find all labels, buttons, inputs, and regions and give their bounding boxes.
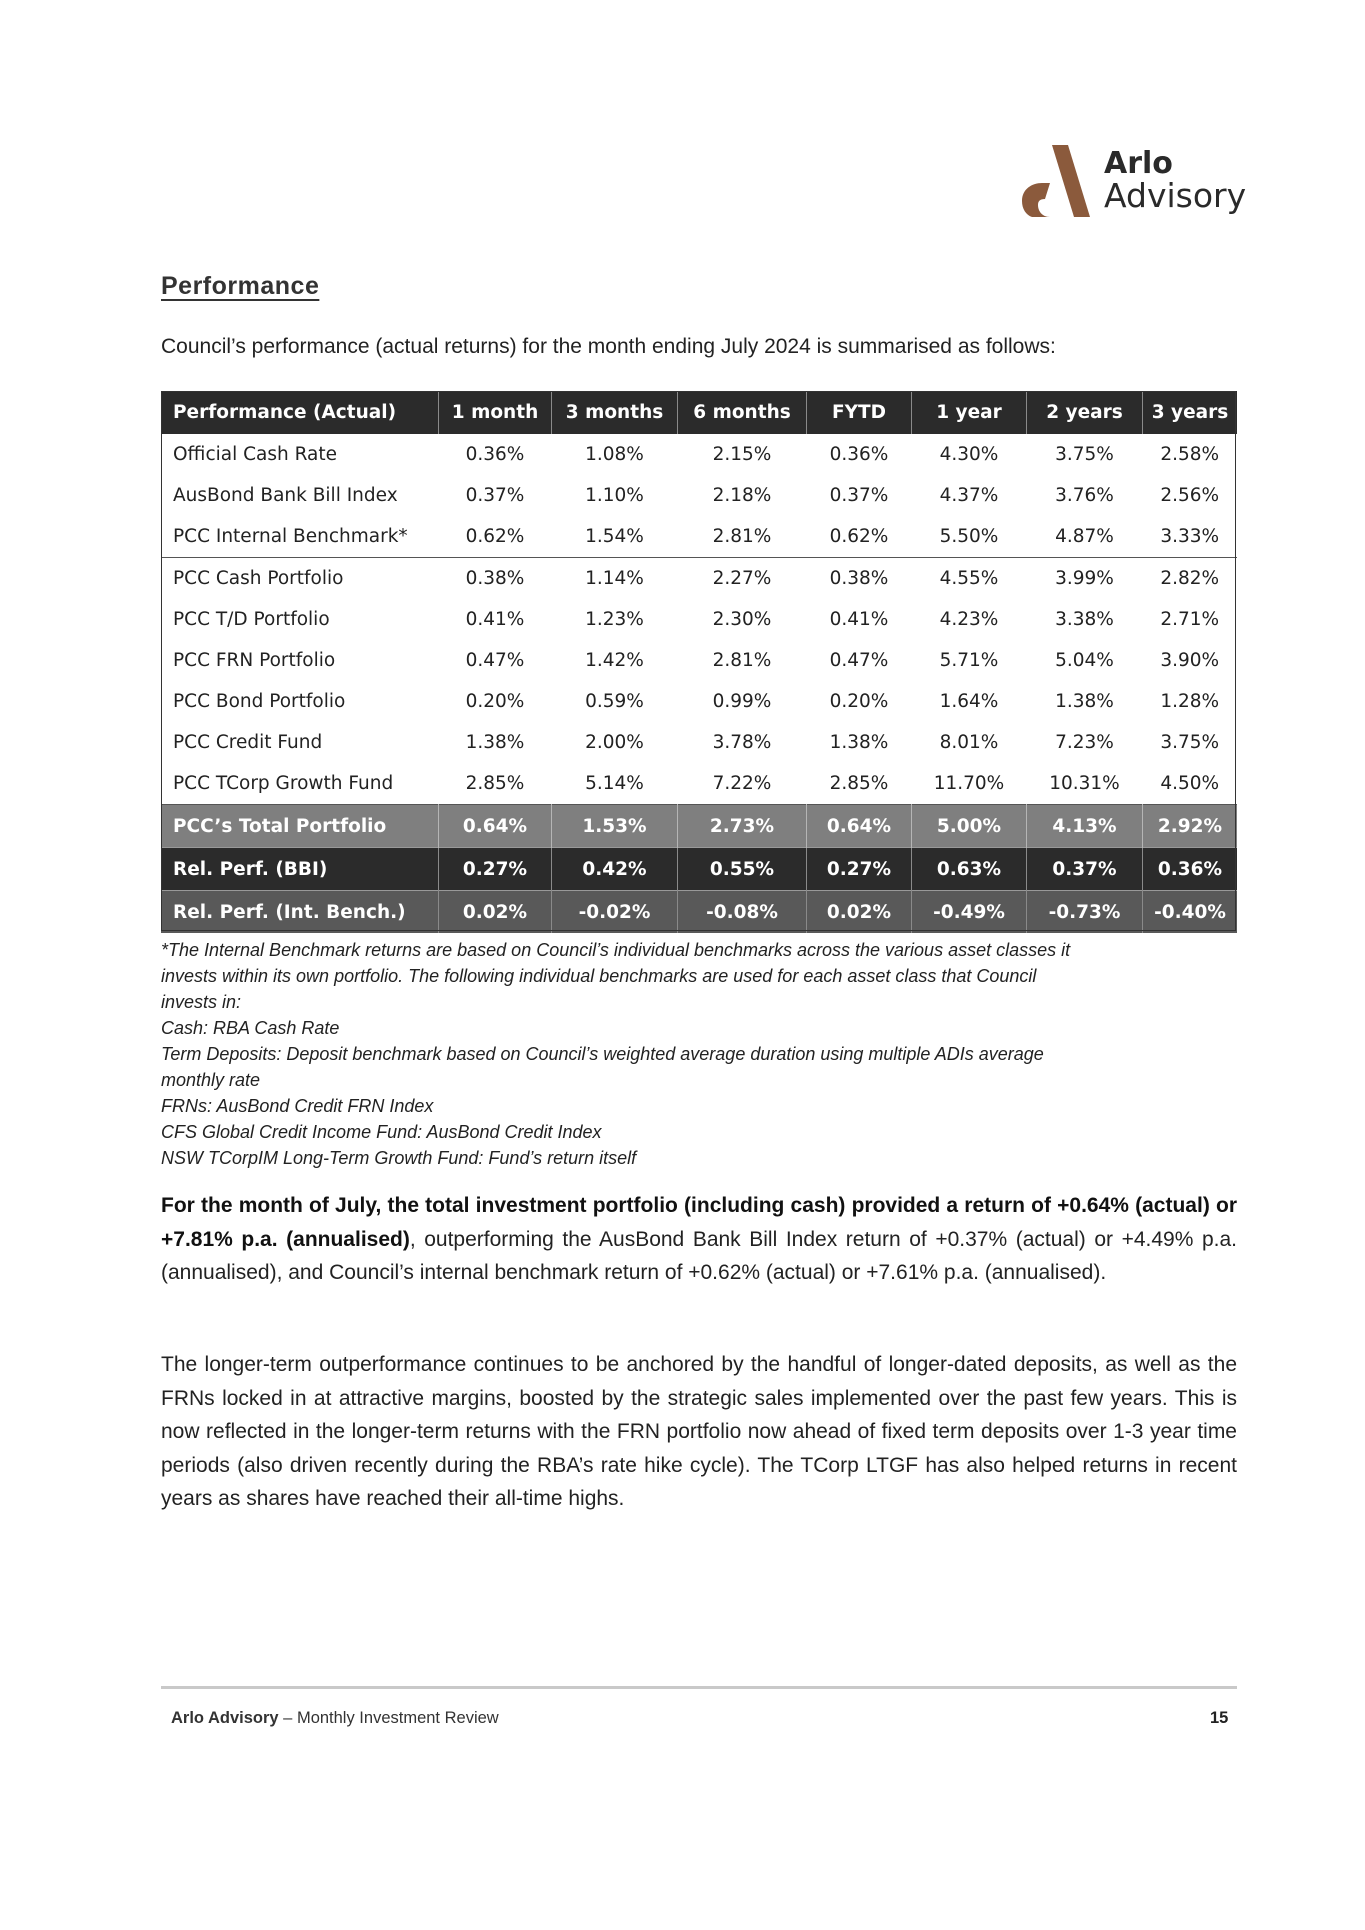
table-cell: 2.85% (829, 773, 889, 794)
table-cell: 1.10% (585, 485, 644, 506)
table-cell: 1.38% (1055, 691, 1114, 712)
table-cell: 0.36% (465, 444, 525, 465)
table-header-row (161, 391, 1237, 434)
row-label: AusBond Bank Bill Index (173, 485, 398, 506)
logo-word-advisory: Advisory (1104, 176, 1247, 215)
table-cell: 5.71% (939, 650, 999, 671)
table-cell: 0.37% (465, 485, 525, 506)
table-cell: 4.55% (939, 568, 999, 589)
table-cell: 3.38% (1055, 609, 1114, 630)
table-row (161, 516, 1237, 558)
table-cell: 0.62% (439, 516, 552, 558)
table-cell: 0.64% (439, 805, 552, 848)
table-cell: 3.90% (1160, 650, 1220, 671)
footer-brand: Arlo Advisory (171, 1709, 279, 1727)
table-cell: 2.71% (1160, 609, 1220, 630)
table-cell: 0.27% (439, 848, 552, 891)
table-cell: 1.64% (939, 691, 999, 712)
table-cell: 5.04% (1055, 650, 1114, 671)
table-cell: 0.47% (829, 650, 889, 671)
table-cell: 2.73% (678, 805, 807, 848)
table-cell: 1.14% (585, 568, 644, 589)
table-cell: -0.02% (552, 891, 678, 934)
table-cell: 2.27% (712, 568, 772, 589)
table-cell: 0.38% (465, 568, 525, 589)
note-line: invests within its own portfolio. The following individual benchmarks are used for each asset class that Council (161, 966, 1037, 986)
table-cell: 0.38% (829, 568, 889, 589)
note-line: *The Internal Benchmark returns are based on Council’s individual benchmarks across the various asset classes it (161, 940, 1071, 960)
note-line: Term Deposits: Deposit benchmark based on Council’s weighted average duration using multiple ADIs average (161, 1044, 1044, 1064)
table-cell: -0.49% (912, 891, 1027, 934)
table-cell: 3.75% (1055, 444, 1114, 465)
table-row (161, 722, 1237, 763)
table-cell: 2.92% (1143, 805, 1238, 848)
table-cell: 4.23% (939, 609, 999, 630)
table-row (161, 434, 1237, 475)
table-row (161, 558, 1237, 600)
table-cell: 2.30% (712, 609, 772, 630)
footer-title: Monthly Investment Review (296, 1709, 499, 1727)
table-cell: 0.59% (585, 691, 644, 712)
table-cell: 0.99% (712, 691, 772, 712)
row-label: Rel. Perf. (BBI) (161, 848, 439, 891)
table-cell: 1.08% (585, 444, 644, 465)
table-cell: 2.00% (585, 732, 644, 753)
table-row (161, 891, 1237, 934)
table-row (161, 848, 1237, 891)
table-cell: 0.41% (465, 609, 525, 630)
intro-text: Council’s performance (actual returns) for the month ending July 2024 is summarised as follows: (161, 335, 1056, 358)
table-cell: -0.40% (1143, 891, 1238, 934)
note-line: Cash: RBA Cash Rate (161, 1018, 340, 1038)
table-cell: 5.00% (912, 805, 1027, 848)
summary-paragraph (161, 1189, 1237, 1290)
footer-text (171, 1709, 499, 1728)
table-cell: 2.15% (712, 444, 772, 465)
table-cell: 1.42% (585, 650, 644, 671)
table-cell: 1.23% (585, 609, 644, 630)
table-cell: 1.54% (552, 516, 678, 558)
table-cell: 2.58% (1160, 444, 1220, 465)
row-label: PCC Cash Portfolio (173, 568, 344, 589)
table-cell: 0.20% (829, 691, 889, 712)
table-cell: 0.37% (829, 485, 889, 506)
row-label: Rel. Perf. (Int. Bench.) (161, 891, 439, 934)
table-row (161, 475, 1237, 516)
table-cell: 7.23% (1055, 732, 1114, 753)
table-cell: 0.47% (465, 650, 525, 671)
row-label: PCC Internal Benchmark* (161, 516, 439, 558)
row-label: PCC Bond Portfolio (173, 691, 346, 712)
table-cell: 4.30% (939, 444, 999, 465)
table-cell: 0.20% (465, 691, 525, 712)
col-header: FYTD (807, 391, 912, 434)
note-line: FRNs: AusBond Credit FRN Index (161, 1096, 434, 1116)
table-row (161, 681, 1237, 722)
summary-bold: For the month of July, the total investment portfolio (including cash) provided a return of +0.64% (actual) or +7.81% p.a. (annualised) (161, 1194, 1237, 1251)
row-label: PCC Credit Fund (173, 732, 323, 753)
table-cell: 0.62% (807, 516, 912, 558)
table-cell: 1.28% (1160, 691, 1220, 712)
table-cell: 11.70% (933, 773, 1005, 794)
table-row (161, 599, 1237, 640)
table-cell: 3.78% (712, 732, 772, 753)
table-row (161, 763, 1237, 805)
table-cell: 3.76% (1055, 485, 1114, 506)
col-header: 1 year (912, 391, 1027, 434)
section-heading: Performance (161, 272, 320, 300)
longer-term-paragraph: The longer-term outperformance continues to be anchored by the handful of longer-dated deposits, as well as the FRNs locked in at attractive margins, boosted by the strategic sales implemented over the past few years. This is now reflected in the longer-term returns with the FRN portfolio now ahead of fixed term deposits over 1-3 year time periods (also driven recently during the RBA’s rate hike cycle). The TCorp LTGF has also helped returns in recent years as shares have reached their all-time highs. (161, 1353, 1237, 1510)
arlo-advisory-logo (1020, 143, 1247, 221)
table-cell: 4.13% (1027, 805, 1143, 848)
table-cell: -0.08% (678, 891, 807, 934)
footer-separator: – (278, 1709, 297, 1727)
row-label: PCC’s Total Portfolio (161, 805, 439, 848)
note-line: NSW TCorpIM Long-Term Growth Fund: Fund’s return itself (161, 1148, 637, 1168)
table-cell: 1.38% (829, 732, 889, 753)
page-number: 15 (1210, 1709, 1229, 1727)
table-cell: 4.37% (939, 485, 999, 506)
table-cell: 0.63% (912, 848, 1027, 891)
table-cell: 4.50% (1160, 773, 1220, 794)
table-cell: 2.18% (712, 485, 772, 506)
footer-divider (161, 1686, 1237, 1689)
note-line: invests in: (161, 992, 242, 1012)
table-cell: 7.22% (712, 773, 772, 794)
table-cell: 0.42% (552, 848, 678, 891)
table-cell: 2.81% (712, 650, 772, 671)
table-cell: 3.33% (1143, 516, 1238, 558)
table-cell: 1.53% (552, 805, 678, 848)
logo-word-arlo: Arlo (1104, 146, 1173, 181)
table-cell: 1.38% (465, 732, 525, 753)
table-cell: 3.75% (1160, 732, 1220, 753)
table-cell: 0.55% (678, 848, 807, 891)
table-cell: 0.36% (1143, 848, 1238, 891)
table-cell: 0.64% (807, 805, 912, 848)
table-cell: 0.37% (1027, 848, 1143, 891)
table-cell: 8.01% (939, 732, 999, 753)
table-cell: -0.73% (1027, 891, 1143, 934)
table-cell: 0.41% (829, 609, 889, 630)
table-cell: 2.81% (678, 516, 807, 558)
row-label: PCC TCorp Growth Fund (173, 773, 394, 794)
table-cell: 0.36% (829, 444, 889, 465)
col-header: 2 years (1027, 391, 1143, 434)
performance-table (161, 391, 1237, 933)
col-header: 3 years (1143, 391, 1238, 434)
note-line: monthly rate (161, 1070, 261, 1090)
table-cell: 0.02% (439, 891, 552, 934)
col-header: 3 months (552, 391, 678, 434)
table-cell: 0.02% (807, 891, 912, 934)
table-cell: 2.85% (465, 773, 525, 794)
table-cell: 5.14% (585, 773, 644, 794)
table-cell: 4.87% (1027, 516, 1143, 558)
table-row (161, 805, 1237, 848)
table-cell: 2.56% (1160, 485, 1220, 506)
table-cell: 5.50% (912, 516, 1027, 558)
row-label: Official Cash Rate (173, 444, 338, 465)
summary-rest: , outperforming the AusBond Bank Bill Index return of +0.37% (actual) or +4.49% p.a. (annualised), and Council’s internal benchmark return of +0.62% (actual) or +7.61% p.a. (annualised). (161, 1227, 1237, 1284)
note-line: CFS Global Credit Income Fund: AusBond Credit Index (161, 1122, 602, 1142)
col-header: 1 month (439, 391, 552, 434)
col-header: Performance (Actual) (161, 391, 439, 434)
table-row (161, 640, 1237, 681)
col-header: 6 months (678, 391, 807, 434)
table-cell: 2.82% (1160, 568, 1220, 589)
table-cell: 3.99% (1055, 568, 1114, 589)
benchmark-notes (161, 937, 1241, 1171)
row-label: PCC FRN Portfolio (173, 650, 336, 671)
table-cell: 0.27% (807, 848, 912, 891)
arlo-logo-mark-icon (1020, 143, 1100, 219)
row-label: PCC T/D Portfolio (173, 609, 330, 630)
table-cell: 10.31% (1049, 773, 1120, 794)
